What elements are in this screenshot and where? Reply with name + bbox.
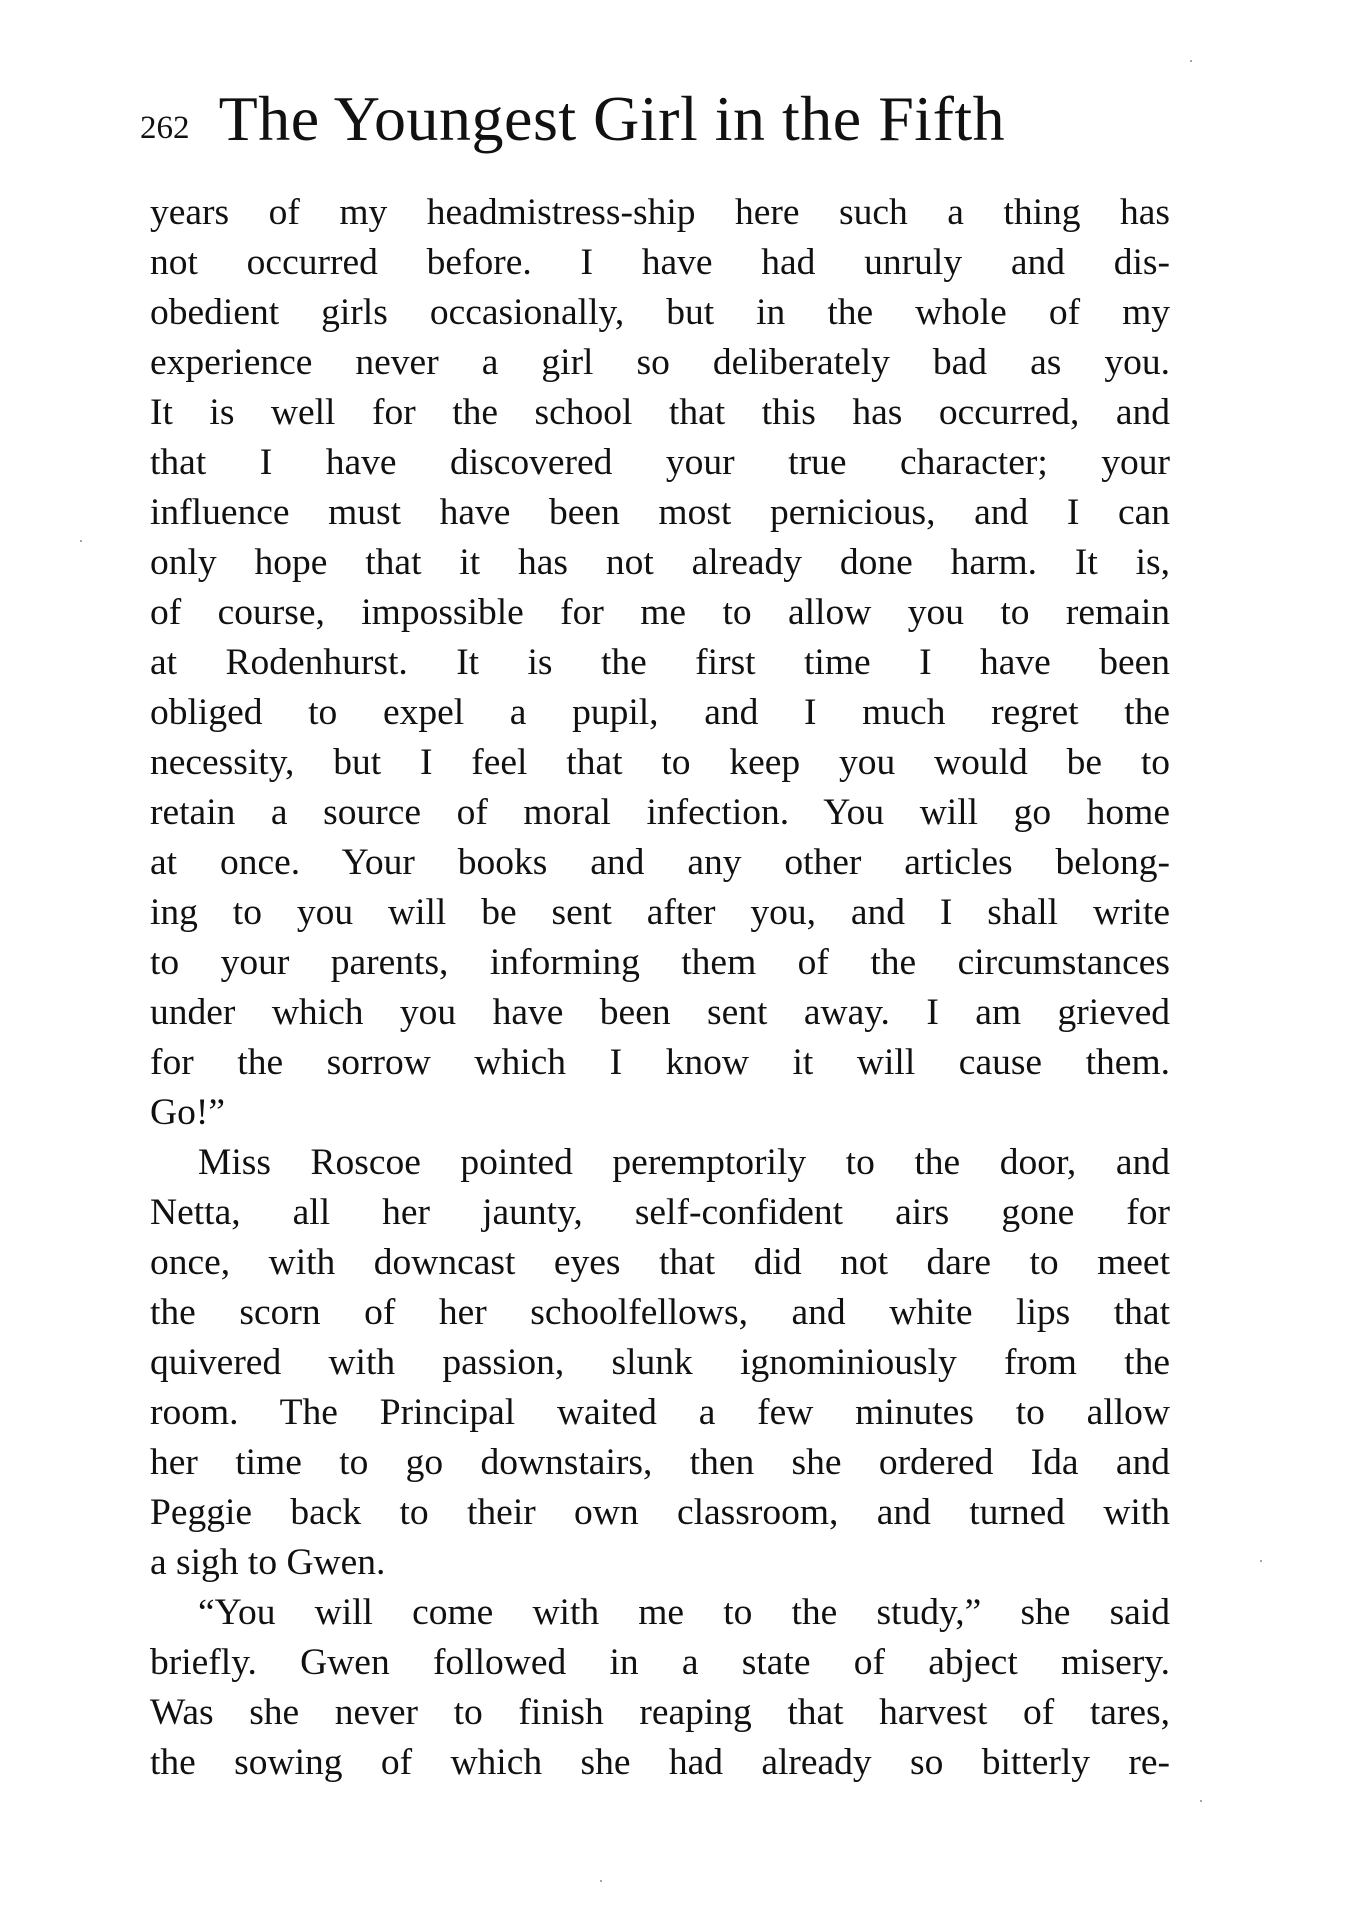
text-line: of course, impossible for me to allow you to remain <box>150 592 1170 633</box>
paragraph <box>150 1138 1170 1588</box>
text-line: experience never a girl so deliberately bad as you. <box>150 342 1170 383</box>
page-number: 262 <box>140 110 190 146</box>
text-line: that I have discovered your true character; your <box>150 442 1170 483</box>
text-line: for the sorrow which I know it will cause them. <box>150 1042 1170 1083</box>
text-line: a sigh to Gwen. <box>150 1542 386 1583</box>
text-line: necessity, but I feel that to keep you would be to <box>150 742 1170 783</box>
text-line: “You will come with me to the study,” she said <box>198 1592 1170 1633</box>
text-line: the scorn of her schoolfellows, and white lips that <box>150 1292 1170 1333</box>
scan-speck <box>1200 1800 1202 1802</box>
text-line: only hope that it has not already done harm. It is, <box>150 542 1170 583</box>
running-title: The Youngest Girl in the Fifth <box>218 83 1006 154</box>
text-line: under which you have been sent away. I am grieved <box>150 992 1170 1033</box>
text-line: at once. Your books and any other articles belong- <box>150 842 1170 883</box>
body-text <box>150 188 1170 1788</box>
paragraph <box>150 1588 1170 1788</box>
text-line: quivered with passion, slunk ignominiously from the <box>150 1342 1170 1383</box>
text-line: It is well for the school that this has occurred, and <box>150 392 1170 433</box>
text-line: to your parents, informing them of the circumstances <box>150 942 1170 983</box>
text-line: the sowing of which she had already so bitterly re- <box>150 1742 1170 1783</box>
text-line: Miss Roscoe pointed peremptorily to the door, and <box>198 1142 1170 1183</box>
text-line: briefly. Gwen followed in a state of abject misery. <box>150 1642 1170 1683</box>
text-line: Was she never to finish reaping that harvest of tares, <box>150 1692 1170 1733</box>
page-header <box>140 82 1220 172</box>
text-line: room. The Principal waited a few minutes to allow <box>150 1392 1170 1433</box>
text-line: at Rodenhurst. It is the first time I have been <box>150 642 1170 683</box>
text-line: ing to you will be sent after you, and I shall write <box>150 892 1170 933</box>
paragraph <box>150 188 1170 1138</box>
scan-speck <box>80 540 82 542</box>
text-line: her time to go downstairs, then she ordered Ida and <box>150 1442 1170 1483</box>
text-line: retain a source of moral infection. You will go home <box>150 792 1170 833</box>
text-line: not occurred before. I have had unruly and dis- <box>150 242 1170 283</box>
scan-speck <box>1190 60 1192 62</box>
text-line: Netta, all her jaunty, self-confident airs gone for <box>150 1192 1170 1233</box>
text-line: Peggie back to their own classroom, and turned with <box>150 1492 1170 1533</box>
text-line: influence must have been most pernicious, and I can <box>150 492 1170 533</box>
scan-speck <box>600 1880 602 1882</box>
text-line: years of my headmistress-ship here such a thing has <box>150 192 1170 233</box>
text-line: obliged to expel a pupil, and I much regret the <box>150 692 1170 733</box>
scan-speck <box>1260 1560 1262 1562</box>
text-line: once, with downcast eyes that did not dare to meet <box>150 1242 1170 1283</box>
text-line: obedient girls occasionally, but in the whole of my <box>150 292 1170 333</box>
text-line: Go!” <box>150 1092 225 1133</box>
